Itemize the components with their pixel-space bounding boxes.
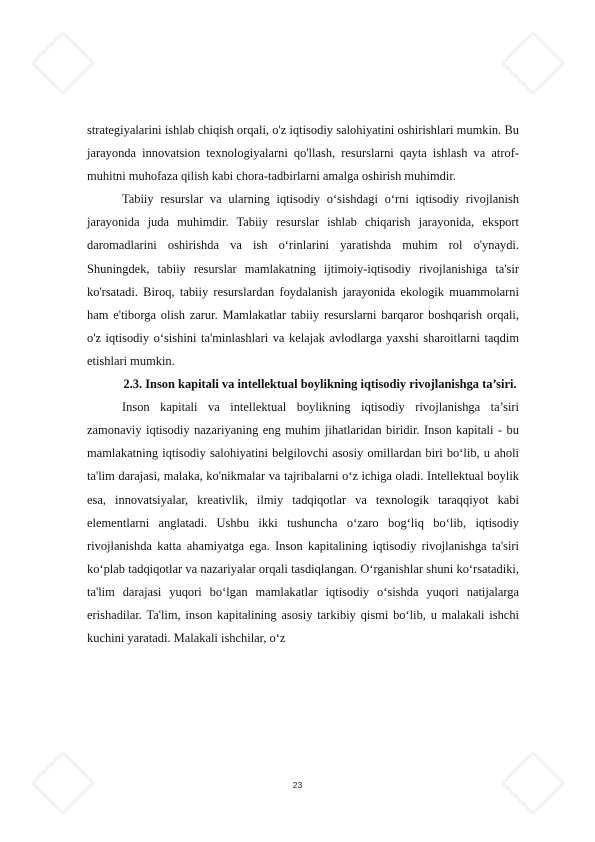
watermark-mark xyxy=(30,30,95,95)
page-number: 23 xyxy=(292,780,303,790)
paragraph-continued: strategiyalarini ishlab chiqish orqali, o'z iqtisodiy salohiyatini oshirishlari mumkin. Bu jarayonda innovatsion texnologiyalarni qo'llash, resurslarni qayta ishlash va atrof-muhitni muhofaza qilish kabi chora-tadbirlarni amalga oshirish muhimdir. xyxy=(87,123,519,184)
paragraph-natural-resources: Tabiiy resurslar va ularning iqtisodiy o‘sishdagi o‘rni iqtisodiy rivojlanish jarayonida juda muhimdir. Tabiiy resurslar ishlab chiqarish jarayonida, eksport daromadlarini oshirishda va ish o‘rinlarini yaratishda muhim rol o'ynaydi. Shuningdek, tabiiy resurslar mamlakatning ijtimoiy-iqtisodiy rivojlanishiga ta'sir ko'rsatadi. Biroq, tabiiy resurslardan foydalanish jarayonida ekologik muammolarni ham e'tiborga olish zarur. Mamlakatlar tabiiy resurslarni barqaror boshqarish orqali, o'z iqtisodiy o‘sishini ta'minlashlari va kelajak avlodlarga yaxshi sharoitlarni taqdim etishlari mumkin. xyxy=(87,192,519,368)
watermark-mark xyxy=(500,30,565,95)
section-heading: 2.3. Inson kapitali va intellektual boylikning iqtisodiy rivojlanishga ta’siri. xyxy=(123,377,517,392)
page-body xyxy=(87,119,519,650)
paragraph-human-capital: Inson kapitali va intellektual boylikning iqtisodiy rivojlanishga ta’siri zamonaviy iqtisodiy nazariyaning eng muhim jihatlaridan biridir. Inson kapitali - bu mamlakatning iqtisodiy salohiyatini belgilovchi asosiy omillardan biri bo‘lib, u aholi ta'lim darajasi, malaka, ko'nikmalar va tajribalarni o‘z ichiga oladi. Intellektual boylik esa, innovatsiyalar, kreativlik, ilmiy tadqiqotlar va texnologik taraqqiyot kabi elementlarni anglatadi. Ushbu ikki tushuncha o‘zaro bog‘liq bo‘lib, iqtisodiy rivojlanishda katta ahamiyatga ega. Inson kapitalining iqtisodiy rivojlanishga ta'siri ko‘plab tadqiqotlar va nazariyalar orqali tasdiqlangan. O‘rganishlar shuni ko‘rsatadiki, ta'lim darajasi yuqori bo‘lgan mamlakatlar iqtisodiy o‘sishda yuqori natijalarga erishadilar. Ta'lim, inson kapitalining asosiy tarkibiy qismi bo‘lib, u malakali ishchi kuchini yaratadi. Malakali ishchilar, o‘z xyxy=(87,400,519,646)
